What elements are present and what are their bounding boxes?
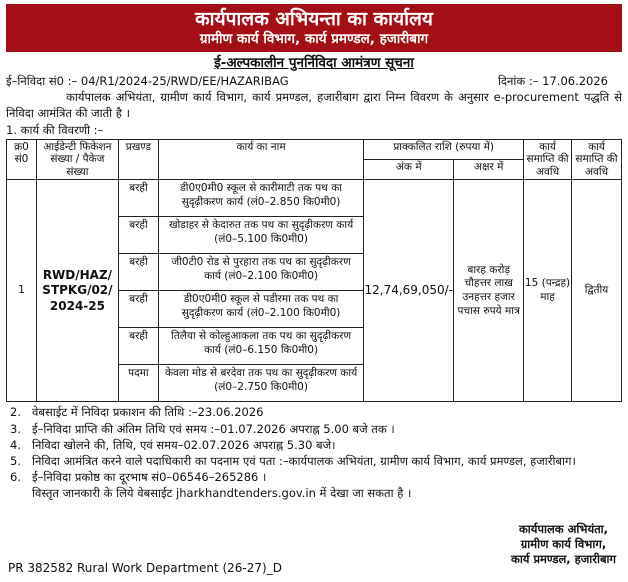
details-list — [6, 404, 622, 484]
header-time: कार्य समाप्ति की अवधि — [572, 139, 622, 180]
cell-amount-figures: 12,74,69,050/- — [364, 180, 454, 402]
table-header-row — [7, 139, 622, 159]
list-item-text: ई–निविदा प्रकोष्ठ का दूरभाष सं0–06546–265286 । — [32, 469, 267, 484]
cell-sno: 1 — [7, 180, 37, 402]
table-row — [7, 180, 622, 217]
office-title: कार्यपालक अभियन्ता का कार्यालय — [195, 8, 433, 30]
header-block: प्रखण्ड — [118, 139, 158, 180]
list-item-text: निविदा खोलने की, तिथि, एवं समय–02.07.2026 अपराह्न 5.30 बजे। — [32, 437, 336, 452]
list-item — [6, 437, 622, 453]
reference-line — [6, 74, 622, 88]
cell-block: बरही — [118, 254, 158, 291]
works-table — [6, 139, 622, 403]
notice-date: दिनांक :– 17.06.2026 — [497, 73, 608, 88]
signature-designation: कार्यपालक अभियंता, — [518, 522, 609, 536]
list-item — [6, 421, 622, 437]
signature-department: ग्रामीण कार्य विभाग, — [520, 536, 607, 551]
list-item-number: 5. — [10, 453, 21, 468]
notice-title-text: ई-अल्पकालीन पुनर्निविदा आमंत्रण सूचना — [214, 54, 414, 71]
list-item-text: ई–निविदा प्राप्ति की अंतिम तिथि एवं समय :–01.07.2026 अपराह्न 5.00 बजे तक । — [32, 421, 395, 436]
cell-block: बरही — [118, 328, 158, 365]
pr-number: PR 382582 Rural Work Department (26-27)_D — [8, 561, 282, 575]
header-work-name: कार्य का नाम — [158, 139, 363, 180]
header-completion: कार्य समाप्ति की अवधि — [524, 139, 572, 180]
cell-package-id: RWD/HAZ/ STPKG/02/ 2024-25 — [36, 180, 118, 402]
header-in-figures: अंक में — [364, 160, 454, 180]
section-heading-works: 1. कार्य की विवरणी :– — [6, 123, 104, 138]
cell-block: बरही — [118, 180, 158, 217]
header-package-id: आईडेन्टी फिकेशन संख्या / पैकेज संख्या — [36, 139, 118, 180]
cell-completion-period: 15 (पन्द्रह) माह — [524, 180, 572, 402]
tender-notice-page — [0, 4, 628, 582]
list-item-number: 6. — [10, 469, 21, 484]
header-in-words: अक्षर में — [454, 160, 524, 180]
signature-block — [511, 522, 616, 567]
list-item-number: 2. — [10, 405, 21, 420]
cell-work-name: डी0ए0मी0 स्कूल से पडीरमा तक पथ का सुदृढ़ीकरण कार्य (लं0–2.100 कि0मी0) — [158, 291, 363, 328]
list-item-text: निविदा आमंत्रित करने वाले पदाधिकारी का पदनाम एवं पता :–कार्यपालक अभियंता, ग्रामीण कार्य विभाग, कार्य प्रमण्डल, हजारीबाग। — [32, 453, 576, 468]
intro-paragraph: कार्यपालक अभियंता, ग्रामीण कार्य विभाग, कार्य प्रमण्डल, हजारीबाग द्वारा निम्न विवरण के अनुसार e-procurement पद्धति से निविदा आमंत्रित की जाती है । — [6, 90, 622, 120]
cell-work-name: तिलैया से कोल्हुआकला तक पथ का सुदृढ़ीकरण कार्य (लं0–6.150 कि0मी0) — [158, 328, 363, 365]
list-item-number: 3. — [10, 421, 21, 436]
office-banner — [6, 4, 622, 52]
tender-reference: ई–निविदा सं0 :– 04/R1/2024-25/RWD/EE/HAZARIBAG — [6, 73, 289, 88]
cell-block: पदमा — [118, 365, 158, 402]
header-sno: क्र0 सं0 — [7, 139, 37, 180]
list-item — [6, 453, 622, 469]
cell-amount-words: बारह करोड़ चौहत्तर लाख उनहत्तर हजार पचास रुपये मात्र — [454, 180, 524, 402]
cell-work-name: डी0ए0मी0 स्कूल से कारीमाटी तक पथ का सुदृढ़ीकरण कार्य (लं0–2.850 कि0मी0) — [158, 180, 363, 217]
list-item-text: वेबसाईट में निविदा प्रकाशन की तिथि :–23.06.2026 — [32, 405, 264, 420]
list-item — [6, 469, 622, 485]
website-note: विस्तृत जानकारी के लिये वेबसाईट jharkhandtenders.gov.in में देखा जा सकता है । — [32, 485, 412, 500]
cell-work-name: केवला मोड से बरदेवा तक पथ का सुदृढ़ीकरण कार्य (लं0–2.750 कि0मी0) — [158, 365, 363, 402]
cell-work-name: जी0टी0 रोड से पुरहारा तक पथ का सुदृढ़ीकरण कार्य (लं0–2.100 कि0मी0) — [158, 254, 363, 291]
notice-title — [6, 55, 622, 72]
cell-block: बरही — [118, 217, 158, 254]
list-item — [6, 404, 622, 420]
header-estimate: प्राक्कलित राशि (रुपया में) — [364, 139, 524, 159]
cell-work-name: खोडाहर से केदारुत तक पथ का सुदृढ़ीकरण कार्य (लं0–5.100 कि0मी0) — [158, 217, 363, 254]
signature-division: कार्य प्रमण्डल, हजारीबाग — [510, 551, 616, 566]
cell-block: बरही — [118, 291, 158, 328]
department-subtitle: ग्रामीण कार्य विभाग, कार्य प्रमण्डल, हजारीबाग — [199, 30, 429, 47]
list-item-number: 4. — [10, 437, 21, 452]
cell-time-label: द्वितीय — [572, 180, 622, 402]
